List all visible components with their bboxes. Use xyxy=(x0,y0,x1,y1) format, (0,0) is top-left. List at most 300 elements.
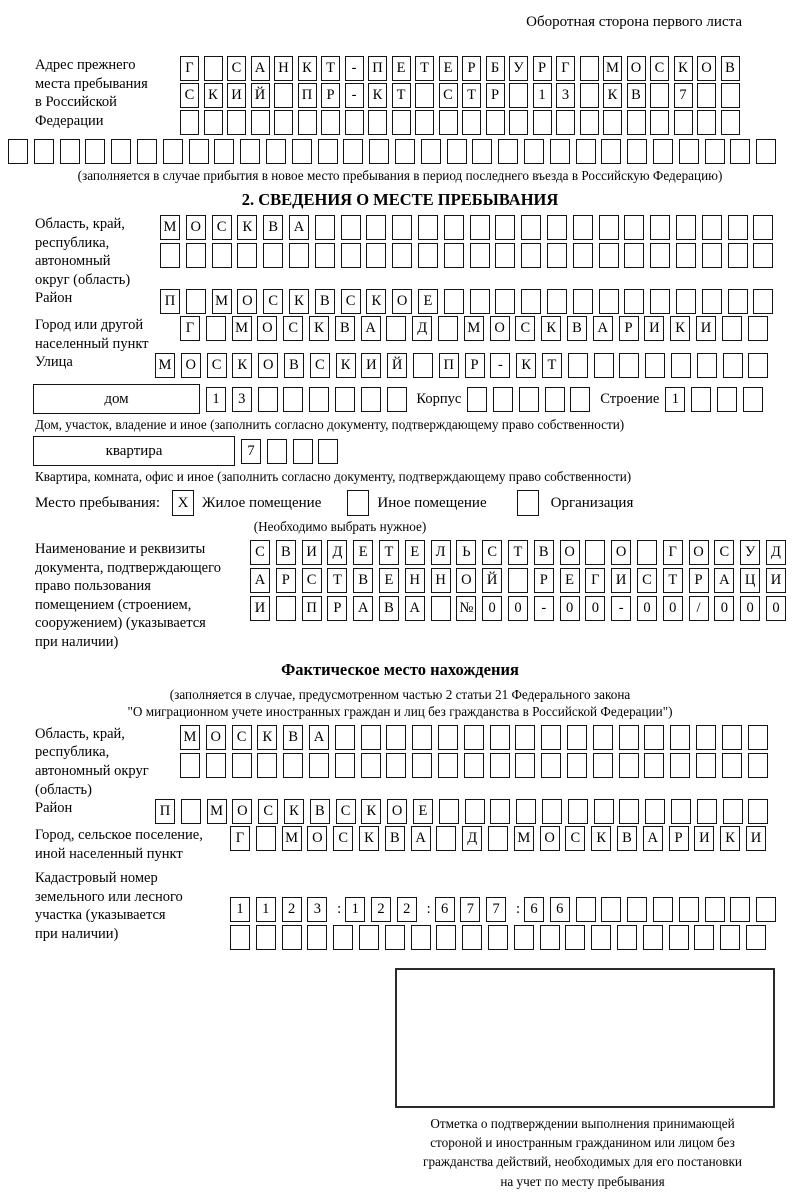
char-box[interactable] xyxy=(722,725,742,750)
char-box[interactable] xyxy=(257,753,277,778)
char-box[interactable]: К xyxy=(204,83,223,108)
char-box[interactable] xyxy=(593,725,613,750)
char-box[interactable]: К xyxy=(284,799,304,824)
char-box[interactable] xyxy=(464,753,484,778)
char-box[interactable] xyxy=(585,540,605,565)
char-box[interactable]: О xyxy=(697,56,716,81)
char-box[interactable]: О xyxy=(490,316,510,341)
char-box[interactable] xyxy=(567,753,587,778)
char-box[interactable] xyxy=(748,316,768,341)
char-box[interactable]: А xyxy=(251,56,270,81)
char-box[interactable] xyxy=(321,110,340,135)
char-box[interactable]: О xyxy=(560,540,580,565)
char-box[interactable]: М xyxy=(180,725,200,750)
char-box[interactable]: С xyxy=(212,215,232,240)
char-box[interactable] xyxy=(415,83,434,108)
char-box[interactable] xyxy=(309,387,329,412)
char-box[interactable] xyxy=(289,243,309,268)
char-box[interactable]: О xyxy=(257,316,277,341)
char-box[interactable] xyxy=(60,139,80,164)
char-box[interactable]: И xyxy=(694,826,714,851)
char-box[interactable]: С xyxy=(333,826,353,851)
char-box[interactable]: - xyxy=(345,56,364,81)
char-box[interactable] xyxy=(392,243,412,268)
char-box[interactable]: - xyxy=(490,353,510,378)
char-box[interactable]: К xyxy=(366,289,386,314)
char-box[interactable] xyxy=(753,289,773,314)
char-box[interactable] xyxy=(580,56,599,81)
checkbox-residential[interactable]: X xyxy=(172,490,194,516)
char-box[interactable] xyxy=(521,243,541,268)
char-box[interactable]: С xyxy=(439,83,458,108)
char-box[interactable] xyxy=(186,289,206,314)
char-box[interactable] xyxy=(267,439,287,464)
char-box[interactable] xyxy=(653,139,673,164)
char-box[interactable] xyxy=(392,215,412,240)
char-box[interactable] xyxy=(722,316,742,341)
checkbox-other-premises[interactable] xyxy=(347,490,369,516)
char-box[interactable]: 7 xyxy=(674,83,693,108)
char-box[interactable] xyxy=(467,387,487,412)
char-box[interactable] xyxy=(439,799,459,824)
char-box[interactable]: С xyxy=(250,540,270,565)
char-box[interactable] xyxy=(387,387,407,412)
char-box[interactable] xyxy=(411,925,431,950)
char-box[interactable]: С xyxy=(565,826,585,851)
char-box[interactable]: С xyxy=(714,540,734,565)
char-box[interactable] xyxy=(361,753,381,778)
char-box[interactable] xyxy=(650,243,670,268)
char-box[interactable]: Г xyxy=(556,56,575,81)
char-box[interactable] xyxy=(307,925,327,950)
char-box[interactable]: В xyxy=(721,56,740,81)
char-box[interactable]: В xyxy=(335,316,355,341)
char-box[interactable] xyxy=(366,215,386,240)
char-box[interactable] xyxy=(258,387,278,412)
char-box[interactable] xyxy=(256,826,276,851)
char-box[interactable] xyxy=(495,215,515,240)
char-box[interactable] xyxy=(315,215,335,240)
char-box[interactable] xyxy=(599,215,619,240)
char-box[interactable]: К xyxy=(720,826,740,851)
char-box[interactable] xyxy=(343,139,363,164)
char-box[interactable] xyxy=(415,110,434,135)
char-box[interactable] xyxy=(444,289,464,314)
char-box[interactable]: О xyxy=(387,799,407,824)
char-box[interactable] xyxy=(717,387,737,412)
char-box[interactable]: М xyxy=(603,56,622,81)
char-box[interactable] xyxy=(230,925,250,950)
char-box[interactable]: С xyxy=(515,316,535,341)
char-box[interactable]: Г xyxy=(180,56,199,81)
char-box[interactable]: П xyxy=(302,596,322,621)
char-box[interactable]: М xyxy=(232,316,252,341)
char-box[interactable]: К xyxy=(368,83,387,108)
char-box[interactable] xyxy=(240,139,260,164)
char-box[interactable]: С xyxy=(258,799,278,824)
char-box[interactable] xyxy=(438,316,458,341)
char-box[interactable]: 1 xyxy=(230,897,250,922)
char-box[interactable] xyxy=(728,215,748,240)
char-box[interactable] xyxy=(256,925,276,950)
char-box[interactable]: С xyxy=(637,568,657,593)
char-box[interactable]: С xyxy=(650,56,669,81)
char-box[interactable]: И xyxy=(361,353,381,378)
char-box[interactable]: Т xyxy=(415,56,434,81)
char-box[interactable]: Д xyxy=(327,540,347,565)
char-box[interactable] xyxy=(521,289,541,314)
char-box[interactable] xyxy=(180,110,199,135)
char-box[interactable] xyxy=(412,753,432,778)
char-box[interactable]: - xyxy=(611,596,631,621)
char-box[interactable]: У xyxy=(509,56,528,81)
char-box[interactable]: Р xyxy=(669,826,689,851)
char-box[interactable]: О xyxy=(237,289,257,314)
char-box[interactable] xyxy=(464,725,484,750)
char-box[interactable]: С xyxy=(302,568,322,593)
char-box[interactable] xyxy=(601,897,621,922)
char-box[interactable] xyxy=(696,725,716,750)
char-box[interactable]: М xyxy=(514,826,534,851)
char-box[interactable] xyxy=(619,799,639,824)
char-box[interactable]: И xyxy=(250,596,270,621)
char-box[interactable] xyxy=(470,289,490,314)
char-box[interactable] xyxy=(545,387,565,412)
char-box[interactable]: С xyxy=(180,83,199,108)
char-box[interactable]: Р xyxy=(327,596,347,621)
char-box[interactable]: - xyxy=(534,596,554,621)
char-box[interactable]: Р xyxy=(534,568,554,593)
char-box[interactable]: Н xyxy=(431,568,451,593)
char-box[interactable] xyxy=(702,243,722,268)
char-box[interactable] xyxy=(490,725,510,750)
char-box[interactable]: Е xyxy=(392,56,411,81)
char-box[interactable] xyxy=(470,243,490,268)
char-box[interactable] xyxy=(674,110,693,135)
char-box[interactable] xyxy=(386,725,406,750)
char-box[interactable] xyxy=(263,243,283,268)
char-box[interactable] xyxy=(547,215,567,240)
char-box[interactable]: 0 xyxy=(663,596,683,621)
char-box[interactable] xyxy=(274,110,293,135)
char-box[interactable] xyxy=(444,215,464,240)
char-box[interactable] xyxy=(756,897,776,922)
char-box[interactable]: 7 xyxy=(241,439,261,464)
char-box[interactable]: Е xyxy=(439,56,458,81)
char-box[interactable] xyxy=(315,243,335,268)
char-box[interactable] xyxy=(309,753,329,778)
char-box[interactable] xyxy=(163,139,183,164)
char-box[interactable] xyxy=(341,215,361,240)
char-box[interactable] xyxy=(753,243,773,268)
char-box[interactable] xyxy=(547,243,567,268)
char-box[interactable]: 0 xyxy=(637,596,657,621)
char-box[interactable] xyxy=(624,215,644,240)
char-box[interactable] xyxy=(541,725,561,750)
char-box[interactable] xyxy=(624,289,644,314)
char-box[interactable] xyxy=(568,799,588,824)
char-box[interactable] xyxy=(671,353,691,378)
char-box[interactable]: И xyxy=(227,83,246,108)
char-box[interactable]: С xyxy=(341,289,361,314)
char-box[interactable]: Е xyxy=(560,568,580,593)
char-box[interactable]: Г xyxy=(663,540,683,565)
char-box[interactable] xyxy=(418,215,438,240)
char-box[interactable] xyxy=(576,897,596,922)
char-box[interactable]: О xyxy=(392,289,412,314)
char-box[interactable] xyxy=(438,753,458,778)
char-box[interactable] xyxy=(282,925,302,950)
char-box[interactable]: Е xyxy=(405,540,425,565)
char-box[interactable]: В xyxy=(263,215,283,240)
char-box[interactable] xyxy=(137,139,157,164)
char-box[interactable] xyxy=(650,83,669,108)
char-box[interactable] xyxy=(488,925,508,950)
char-box[interactable] xyxy=(676,243,696,268)
char-box[interactable]: А xyxy=(250,568,270,593)
char-box[interactable]: Г xyxy=(585,568,605,593)
char-box[interactable] xyxy=(599,243,619,268)
char-box[interactable] xyxy=(720,925,740,950)
char-box[interactable] xyxy=(723,799,743,824)
char-box[interactable]: 0 xyxy=(508,596,528,621)
char-box[interactable]: А xyxy=(593,316,613,341)
char-box[interactable]: / xyxy=(689,596,709,621)
char-box[interactable] xyxy=(670,753,690,778)
char-box[interactable] xyxy=(293,439,313,464)
char-box[interactable] xyxy=(386,316,406,341)
char-box[interactable]: С xyxy=(207,353,227,378)
char-box[interactable]: И xyxy=(746,826,766,851)
char-box[interactable] xyxy=(266,139,286,164)
char-box[interactable] xyxy=(697,83,716,108)
char-box[interactable]: Н xyxy=(274,56,293,81)
char-box[interactable]: В xyxy=(534,540,554,565)
char-box[interactable] xyxy=(694,925,714,950)
char-box[interactable]: В xyxy=(283,725,303,750)
char-box[interactable]: И xyxy=(644,316,664,341)
char-box[interactable] xyxy=(650,110,669,135)
char-box[interactable]: 3 xyxy=(307,897,327,922)
char-box[interactable] xyxy=(283,387,303,412)
char-box[interactable]: 6 xyxy=(550,897,570,922)
char-box[interactable] xyxy=(34,139,54,164)
char-box[interactable] xyxy=(465,799,485,824)
char-box[interactable]: Н xyxy=(405,568,425,593)
char-box[interactable]: Д xyxy=(766,540,786,565)
char-box[interactable] xyxy=(418,243,438,268)
char-box[interactable]: 2 xyxy=(282,897,302,922)
char-box[interactable] xyxy=(746,925,766,950)
char-box[interactable] xyxy=(696,753,716,778)
char-box[interactable] xyxy=(436,826,456,851)
char-box[interactable] xyxy=(395,139,415,164)
char-box[interactable]: И xyxy=(766,568,786,593)
char-box[interactable] xyxy=(576,139,596,164)
char-box[interactable] xyxy=(335,753,355,778)
char-box[interactable] xyxy=(547,289,567,314)
char-box[interactable] xyxy=(540,925,560,950)
char-box[interactable]: 0 xyxy=(714,596,734,621)
char-box[interactable]: Г xyxy=(180,316,200,341)
char-box[interactable]: В xyxy=(627,83,646,108)
char-box[interactable] xyxy=(508,568,528,593)
char-box[interactable] xyxy=(594,353,614,378)
char-box[interactable] xyxy=(676,215,696,240)
char-box[interactable] xyxy=(756,139,776,164)
char-box[interactable] xyxy=(723,353,743,378)
char-box[interactable]: С xyxy=(336,799,356,824)
char-box[interactable]: 6 xyxy=(524,897,544,922)
char-box[interactable] xyxy=(472,139,492,164)
char-box[interactable] xyxy=(232,753,252,778)
char-box[interactable] xyxy=(111,139,131,164)
char-box[interactable]: Ь xyxy=(456,540,476,565)
char-box[interactable] xyxy=(516,799,536,824)
char-box[interactable] xyxy=(490,799,510,824)
char-box[interactable]: К xyxy=(674,56,693,81)
char-box[interactable] xyxy=(204,56,223,81)
char-box[interactable]: О xyxy=(232,799,252,824)
char-box[interactable]: О xyxy=(186,215,206,240)
char-box[interactable]: 2 xyxy=(371,897,391,922)
char-box[interactable]: Е xyxy=(353,540,373,565)
char-box[interactable]: Й xyxy=(482,568,502,593)
char-box[interactable] xyxy=(237,243,257,268)
char-box[interactable] xyxy=(728,243,748,268)
char-box[interactable]: А xyxy=(309,725,329,750)
char-box[interactable] xyxy=(644,725,664,750)
char-box[interactable] xyxy=(580,110,599,135)
char-box[interactable]: Р xyxy=(619,316,639,341)
char-box[interactable] xyxy=(274,83,293,108)
char-box[interactable]: 0 xyxy=(560,596,580,621)
char-box[interactable]: Т xyxy=(321,56,340,81)
char-box[interactable] xyxy=(462,925,482,950)
char-box[interactable] xyxy=(412,725,432,750)
char-box[interactable]: Р xyxy=(462,56,481,81)
char-box[interactable]: М xyxy=(464,316,484,341)
char-box[interactable]: П xyxy=(160,289,180,314)
char-box[interactable] xyxy=(519,387,539,412)
char-box[interactable] xyxy=(603,110,622,135)
char-box[interactable] xyxy=(462,110,481,135)
char-box[interactable]: Й xyxy=(387,353,407,378)
char-box[interactable] xyxy=(721,83,740,108)
char-box[interactable] xyxy=(438,725,458,750)
char-box[interactable] xyxy=(368,110,387,135)
char-box[interactable] xyxy=(251,110,270,135)
char-box[interactable] xyxy=(439,110,458,135)
char-box[interactable]: Р xyxy=(486,83,505,108)
char-box[interactable] xyxy=(593,753,613,778)
char-box[interactable] xyxy=(212,243,232,268)
char-box[interactable] xyxy=(447,139,467,164)
char-box[interactable] xyxy=(594,799,614,824)
char-box[interactable] xyxy=(366,243,386,268)
char-box[interactable] xyxy=(645,799,665,824)
char-box[interactable]: И xyxy=(611,568,631,593)
char-box[interactable] xyxy=(181,799,201,824)
char-box[interactable] xyxy=(8,139,28,164)
char-box[interactable]: В xyxy=(284,353,304,378)
char-box[interactable]: О xyxy=(181,353,201,378)
char-box[interactable] xyxy=(206,753,226,778)
char-box[interactable]: К xyxy=(603,83,622,108)
checkbox-organization[interactable] xyxy=(517,490,539,516)
char-box[interactable] xyxy=(619,725,639,750)
char-box[interactable] xyxy=(697,799,717,824)
char-box[interactable]: А xyxy=(361,316,381,341)
char-box[interactable]: О xyxy=(307,826,327,851)
char-box[interactable] xyxy=(490,753,510,778)
char-box[interactable] xyxy=(514,925,534,950)
char-box[interactable]: М xyxy=(155,353,175,378)
char-box[interactable]: Т xyxy=(542,353,562,378)
char-box[interactable] xyxy=(619,353,639,378)
char-box[interactable] xyxy=(568,353,588,378)
char-box[interactable] xyxy=(392,110,411,135)
char-box[interactable]: К xyxy=(516,353,536,378)
char-box[interactable]: М xyxy=(160,215,180,240)
char-box[interactable]: Л xyxy=(431,540,451,565)
char-box[interactable] xyxy=(743,387,763,412)
char-box[interactable] xyxy=(697,110,716,135)
char-box[interactable] xyxy=(318,439,338,464)
char-box[interactable]: Т xyxy=(663,568,683,593)
char-box[interactable]: - xyxy=(345,83,364,108)
char-box[interactable] xyxy=(573,289,593,314)
char-box[interactable] xyxy=(542,799,562,824)
char-box[interactable] xyxy=(679,897,699,922)
char-box[interactable]: К xyxy=(541,316,561,341)
char-box[interactable]: 1 xyxy=(206,387,226,412)
char-box[interactable] xyxy=(670,725,690,750)
char-box[interactable]: О xyxy=(258,353,278,378)
char-box[interactable] xyxy=(515,725,535,750)
char-box[interactable] xyxy=(702,215,722,240)
char-box[interactable] xyxy=(385,925,405,950)
char-box[interactable] xyxy=(624,243,644,268)
char-box[interactable] xyxy=(436,925,456,950)
char-box[interactable]: И xyxy=(696,316,716,341)
char-box[interactable] xyxy=(730,139,750,164)
char-box[interactable] xyxy=(341,243,361,268)
char-box[interactable] xyxy=(748,725,768,750)
char-box[interactable]: В xyxy=(385,826,405,851)
char-box[interactable] xyxy=(541,753,561,778)
char-box[interactable] xyxy=(495,289,515,314)
char-box[interactable]: О xyxy=(689,540,709,565)
char-box[interactable]: Р xyxy=(689,568,709,593)
char-box[interactable] xyxy=(361,387,381,412)
char-box[interactable]: В xyxy=(379,596,399,621)
char-box[interactable]: Е xyxy=(379,568,399,593)
char-box[interactable]: С xyxy=(227,56,246,81)
char-box[interactable] xyxy=(637,540,657,565)
char-box[interactable]: М xyxy=(212,289,232,314)
char-box[interactable]: К xyxy=(298,56,317,81)
char-box[interactable] xyxy=(335,725,355,750)
char-box[interactable] xyxy=(533,110,552,135)
char-box[interactable] xyxy=(573,215,593,240)
char-box[interactable] xyxy=(570,387,590,412)
char-box[interactable]: К xyxy=(359,826,379,851)
char-box[interactable] xyxy=(186,243,206,268)
char-box[interactable]: В xyxy=(276,540,296,565)
char-box[interactable] xyxy=(369,139,389,164)
char-box[interactable] xyxy=(160,243,180,268)
